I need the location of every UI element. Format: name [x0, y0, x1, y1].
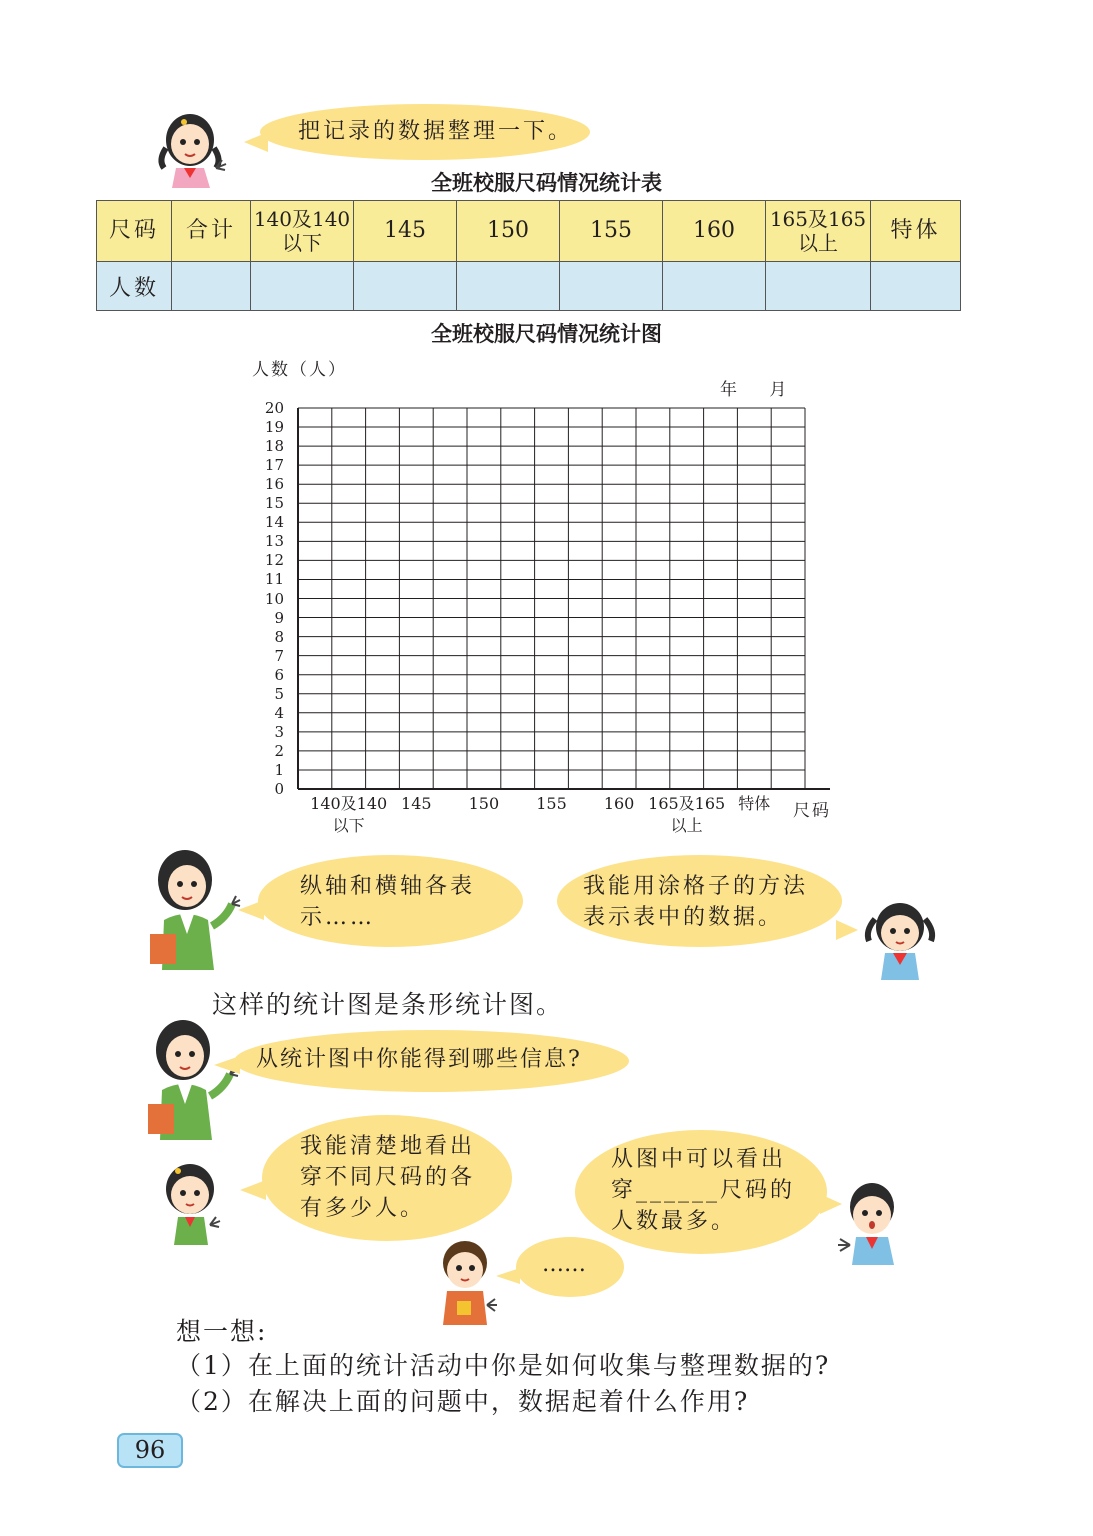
x-tick-label: 150 — [468, 794, 500, 813]
think-question-1: （1）在上面的统计活动中你是如何收集与整理数据的? — [176, 1351, 831, 1380]
y-tick-label: 1 — [274, 760, 284, 779]
y-tick-label: 7 — [274, 646, 284, 665]
bubble-tail — [214, 1056, 240, 1074]
y-tick-label: 12 — [264, 551, 284, 570]
table-count-row — [97, 262, 961, 311]
speech-bubble-most — [575, 1130, 827, 1254]
bubble-text: 从统计图中你能得到哪些信息? — [256, 1047, 582, 1072]
bubble-text: 把记录的数据整理一下。 — [298, 119, 574, 144]
bubble-text: …… — [542, 1252, 586, 1277]
date-note: 年 月 — [720, 380, 787, 400]
table-cell[interactable] — [172, 262, 251, 311]
table-cell[interactable] — [663, 262, 766, 311]
header-cell: 155 — [560, 201, 663, 262]
y-tick-label: 15 — [264, 494, 284, 513]
size-stats-table — [96, 200, 961, 311]
table-header-row — [97, 201, 961, 262]
y-tick-label: 8 — [274, 627, 284, 646]
header-cell: 140及140 以下 — [251, 201, 354, 262]
y-tick-label: 13 — [264, 532, 284, 551]
speech-bubble-grid-method — [557, 855, 842, 947]
y-tick-label: 20 — [264, 399, 284, 417]
y-tick-label: 11 — [264, 570, 284, 589]
boy-orange-character-illustration — [425, 1235, 505, 1325]
teacher-character-illustration — [140, 842, 245, 970]
header-cell: 尺码 — [97, 201, 172, 262]
y-tick-label: 17 — [264, 456, 284, 475]
header-cell: 150 — [457, 201, 560, 262]
table-cell[interactable] — [560, 262, 663, 311]
bubble-text: 纵轴和横轴各表 示…… — [300, 874, 476, 930]
row-label: 人数 — [97, 262, 172, 311]
y-axis-label: 人数（人） — [252, 360, 347, 380]
girl-character-illustration — [150, 1155, 235, 1245]
table-cell[interactable] — [871, 262, 961, 311]
think-heading: 想一想: — [176, 1317, 268, 1346]
y-tick-label: 5 — [274, 684, 284, 703]
x-tick-label: 140及140 以下 — [310, 794, 388, 835]
bar-chart-grid — [290, 400, 830, 800]
x-tick-label: 特体 — [738, 794, 771, 813]
think-question-2: （2）在解决上面的问题中，数据起着什么作用? — [176, 1387, 750, 1416]
x-tick-label: 165及165 以上 — [648, 794, 726, 835]
statement-text: 这样的统计图是条形统计图。 — [212, 990, 564, 1019]
bubble-tail — [240, 1180, 266, 1200]
chart-title: 全班校服尺码情况统计图 — [431, 322, 662, 346]
table-cell[interactable] — [354, 262, 457, 311]
header-cell: 特体 — [871, 201, 961, 262]
y-tick-label: 6 — [274, 665, 284, 684]
y-tick-label: 2 — [274, 741, 284, 760]
table-cell[interactable] — [457, 262, 560, 311]
speech-bubble-question — [234, 1030, 629, 1092]
header-cell: 145 — [354, 201, 457, 262]
bubble-tail — [496, 1268, 520, 1284]
table-cell[interactable] — [766, 262, 871, 311]
y-tick-label: 0 — [274, 780, 284, 798]
y-tick-label: 10 — [264, 589, 284, 608]
header-cell: 165及165 以上 — [766, 201, 871, 262]
speech-bubble-more — [516, 1237, 624, 1297]
teacher-character-illustration — [138, 1012, 243, 1140]
x-axis-label: 尺码 — [793, 801, 831, 821]
x-tick-label: 145 — [401, 794, 432, 813]
speech-bubble-axes — [258, 855, 523, 947]
bubble-text: 我能清楚地看出 穿不同尺码的各 有多少人。 — [300, 1134, 476, 1221]
table-cell[interactable] — [251, 262, 354, 311]
bubble-text: 从图中可以看出 穿______尺码的 人数最多。 — [611, 1147, 796, 1234]
bubble-text: 我能用涂格子的方法 表示表中的数据。 — [583, 874, 809, 930]
y-tick-label: 16 — [264, 475, 284, 494]
speech-bubble-organize — [260, 104, 590, 160]
y-tick-label: 4 — [274, 703, 284, 722]
x-tick-label: 160 — [603, 794, 635, 813]
y-tick-label: 14 — [264, 513, 284, 532]
bubble-tail — [244, 132, 268, 152]
y-tick-label: 19 — [264, 418, 284, 437]
page-number: 96 — [117, 1433, 183, 1468]
girl-pigtails-character-illustration — [855, 895, 945, 980]
y-tick-label: 9 — [274, 608, 284, 627]
y-tick-label: 18 — [264, 437, 284, 456]
bubble-tail — [238, 900, 264, 920]
header-cell: 160 — [663, 201, 766, 262]
x-tick-label: 155 — [536, 794, 567, 813]
boy-character-illustration — [828, 1175, 908, 1265]
y-tick-label: 3 — [274, 722, 284, 741]
speech-bubble-clear-view — [262, 1115, 512, 1241]
header-cell: 合计 — [172, 201, 251, 262]
table-title: 全班校服尺码情况统计表 — [431, 171, 662, 195]
